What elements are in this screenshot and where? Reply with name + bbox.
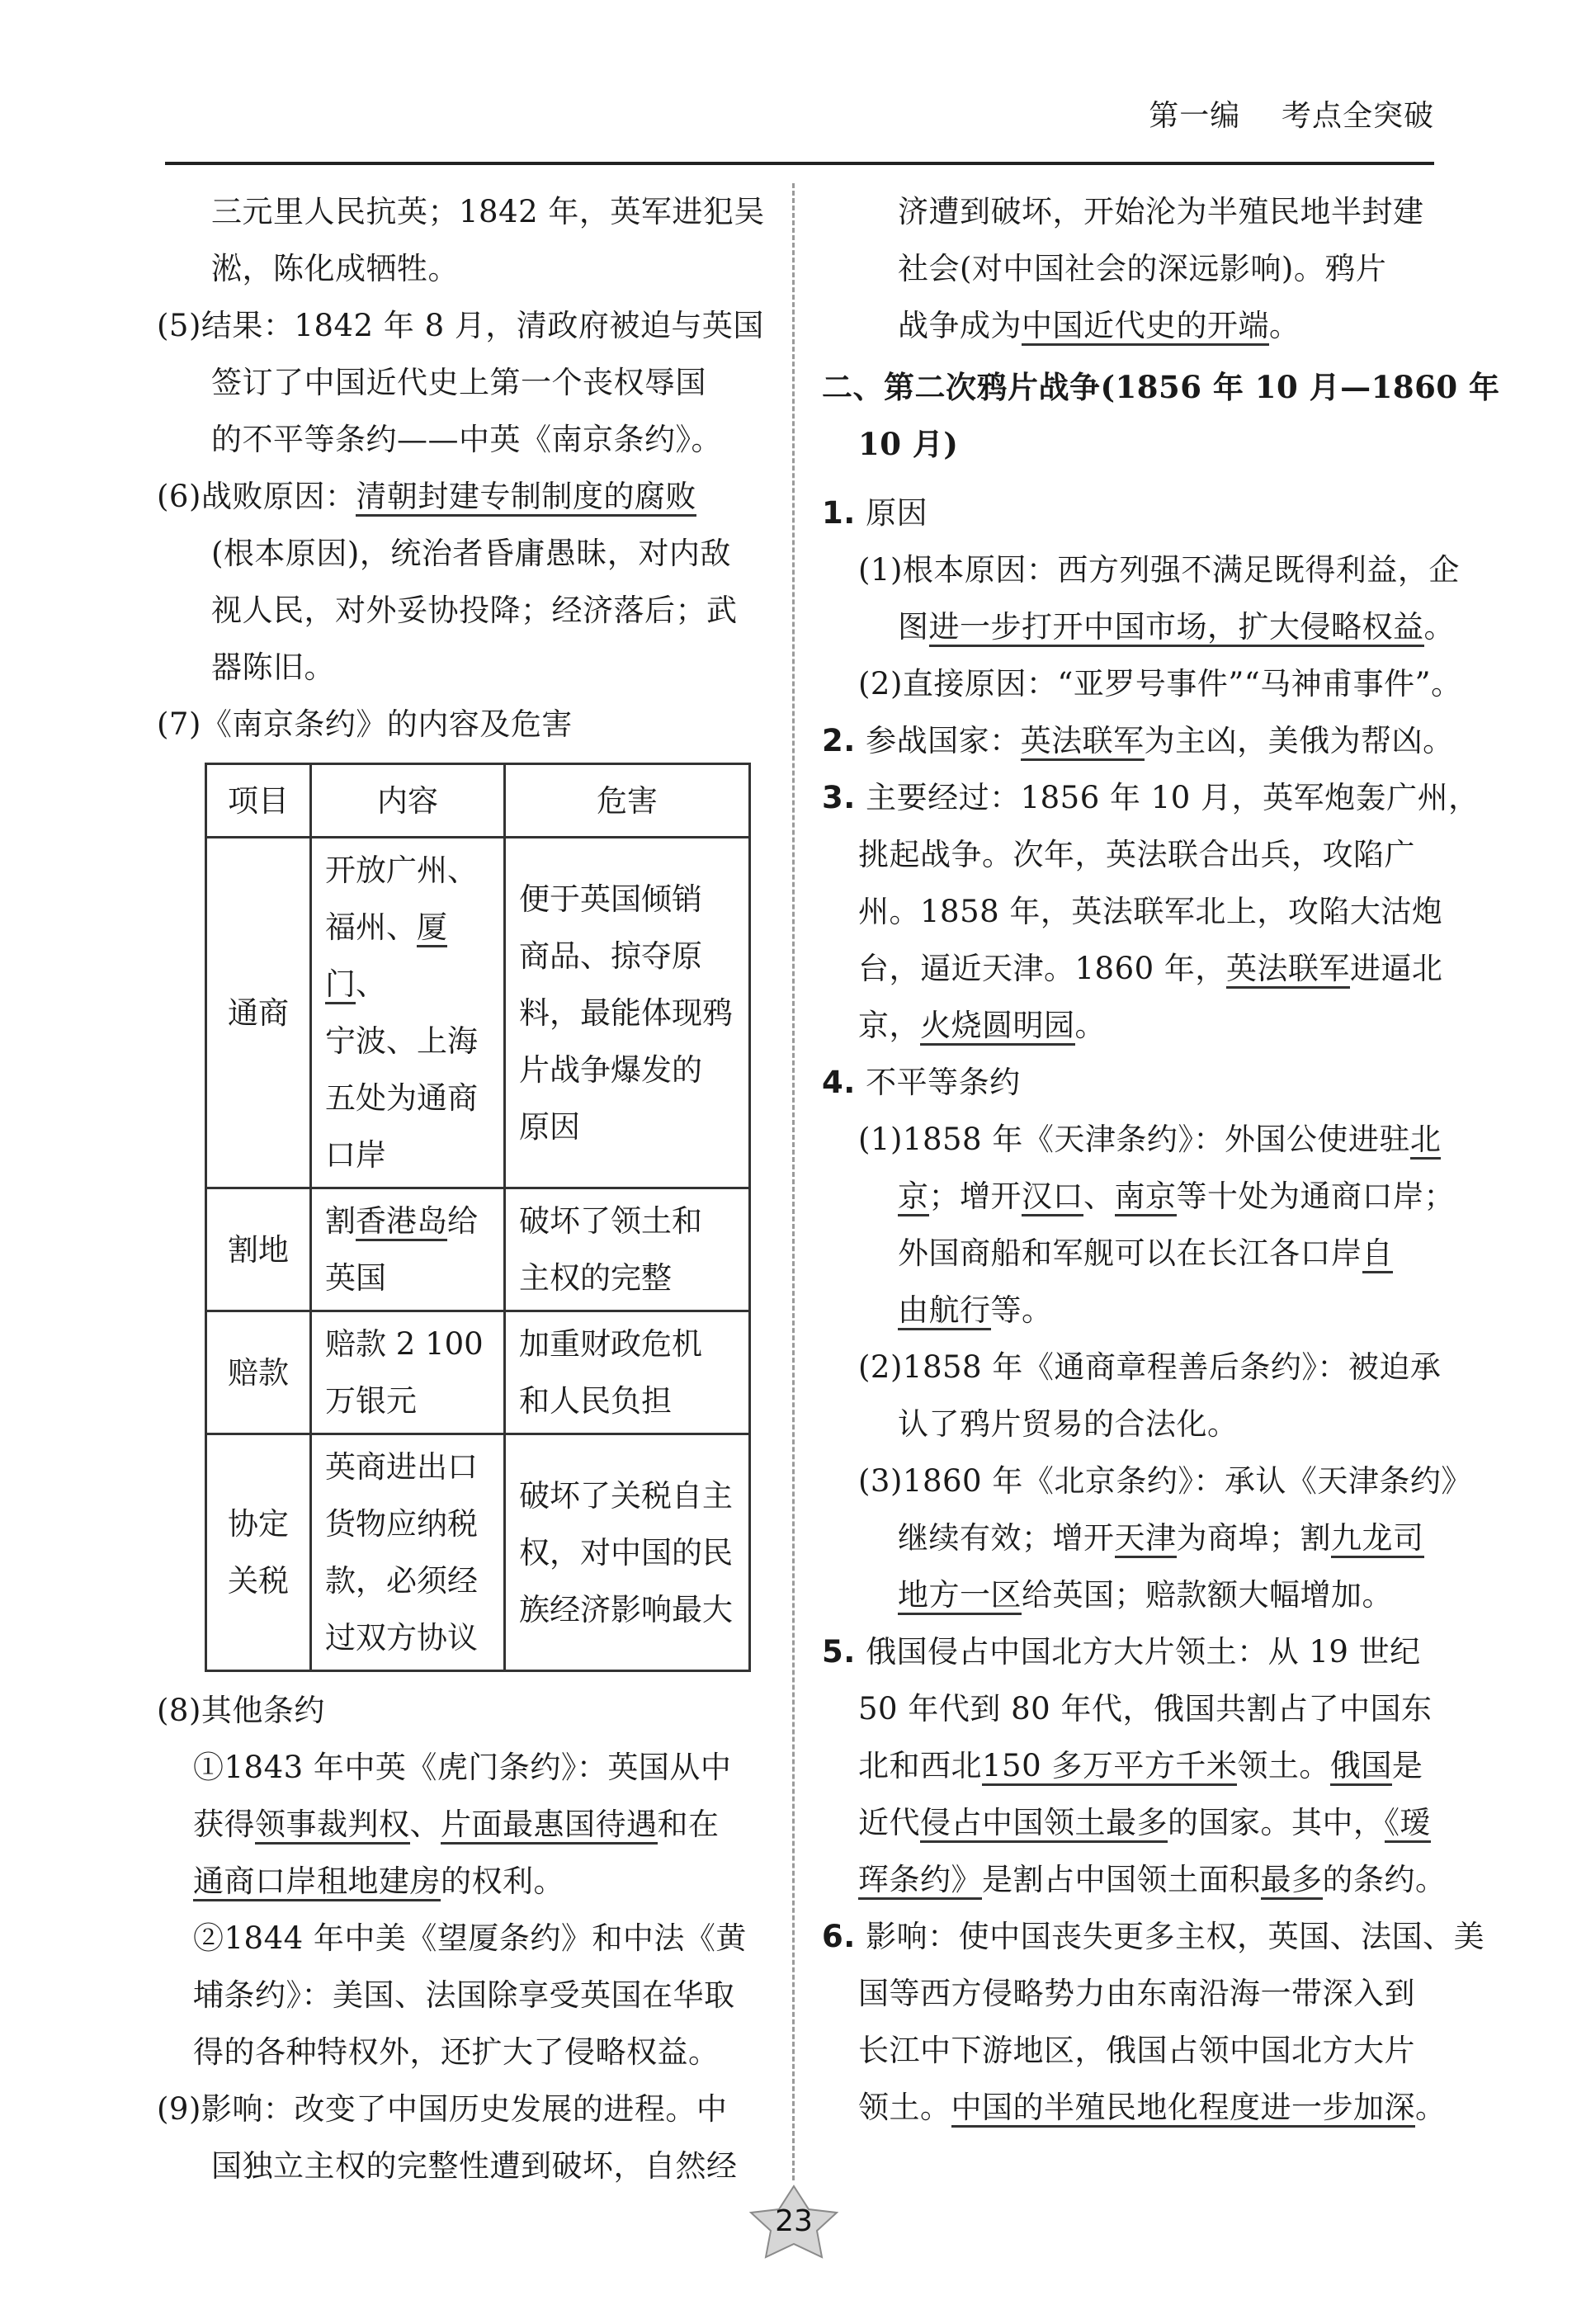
text-line: 视人民，对外妥协投降；经济落后；武 bbox=[211, 593, 738, 628]
text-span: 为主凶，美俄为帮凶。 bbox=[1144, 723, 1454, 758]
key-point: 中国的半殖民地化程度进一步加深 bbox=[951, 2090, 1416, 2128]
point-number: 4. bbox=[822, 1065, 856, 1100]
text-span: 北和西北 bbox=[858, 1748, 982, 1783]
point-number: 3. bbox=[822, 780, 856, 815]
text-line bbox=[822, 1851, 1447, 1908]
item-7: (7)《南京条约》的内容及危害 bbox=[157, 706, 573, 742]
text-line: (1)根本原因：西方列强不满足既得利益，企 bbox=[858, 552, 1460, 588]
table-header: 危害 bbox=[505, 764, 750, 838]
table-cell-item: 通商 bbox=[206, 838, 311, 1188]
text-span: 是割占中国领土面积 bbox=[982, 1862, 1261, 1897]
section-heading-cont: 10 月) bbox=[858, 426, 959, 462]
text-line: 50 年代到 80 年代，俄国共割占了中国东 bbox=[858, 1691, 1433, 1726]
text-line: ②1844 年中美《望厦条约》和中法《黄 bbox=[193, 1920, 747, 1956]
column-divider bbox=[792, 183, 795, 2180]
text-span: ；增开 bbox=[928, 1179, 1022, 1214]
text-line: 长江中下游地区，俄国占领中国北方大片 bbox=[858, 2033, 1415, 2068]
text-line: ①1843 年中英《虎门条约》：英国从中 bbox=[193, 1750, 732, 1785]
table-cell-item: 赔款 bbox=[206, 1311, 311, 1434]
cell-line: 英商进出口 bbox=[325, 1449, 478, 1485]
cell-line bbox=[325, 899, 490, 1013]
text-line: 州。1858 年，英法联军北上，攻陷大沽炮 bbox=[858, 894, 1443, 929]
cell-line: 万银元 bbox=[325, 1383, 417, 1419]
cell-line: 主权的完整 bbox=[519, 1260, 672, 1296]
text-line bbox=[822, 2079, 1447, 2136]
cell-line: 族经济影响最大 bbox=[519, 1591, 733, 1627]
key-point: 南京 bbox=[1115, 1179, 1177, 1216]
key-point: 火烧圆明园 bbox=[920, 1008, 1075, 1046]
key-point: 领事裁判权 bbox=[255, 1807, 410, 1845]
cell-line: 英国 bbox=[325, 1260, 386, 1296]
text-line: (2)直接原因：“亚罗号事件”“马神甫事件”。 bbox=[858, 666, 1462, 701]
text-span: 不平等条约 bbox=[855, 1065, 1021, 1100]
text-span: 的条约。 bbox=[1322, 1862, 1447, 1897]
text-span: 。 bbox=[1415, 2090, 1447, 2125]
text-span: 京， bbox=[858, 1008, 920, 1043]
table-cell-content bbox=[311, 1434, 505, 1671]
text-line: 淞，陈化成牺牲。 bbox=[211, 251, 459, 286]
key-point: 俄国 bbox=[1330, 1748, 1392, 1786]
table-cell-harm bbox=[505, 838, 750, 1188]
text-line: 挑起战争。次年，英法联合出兵，攻陷广 bbox=[858, 837, 1415, 872]
text-span: 给 bbox=[447, 1203, 478, 1239]
header-rule bbox=[165, 162, 1434, 165]
text-line: (2)1858 年《通商章程善后条约》：被迫承 bbox=[858, 1349, 1442, 1385]
text-line bbox=[822, 997, 1433, 1054]
text-span: 原因 bbox=[855, 495, 928, 531]
text-line: 的不平等条约——中英《南京条约》。 bbox=[211, 422, 722, 457]
table-row bbox=[206, 1188, 750, 1311]
key-point: 通商口岸租地建房 bbox=[193, 1863, 441, 1901]
text-span: 。 bbox=[1269, 308, 1300, 343]
key-point: 京 bbox=[898, 1179, 929, 1216]
text-span: 的国家。其中， bbox=[1168, 1805, 1385, 1840]
text-span: 图 bbox=[898, 609, 929, 645]
cell-line: 宁波、上海 bbox=[325, 1023, 478, 1059]
text-line: 社会(对中国社会的深远影响)。鸦片 bbox=[898, 251, 1387, 286]
text-line: 认了鸦片贸易的合法化。 bbox=[898, 1406, 1239, 1442]
text-span: 福州、 bbox=[325, 909, 417, 945]
text-line bbox=[822, 1737, 1433, 1794]
point-number: 5. bbox=[822, 1634, 856, 1670]
cell-line: 破坏了领土和 bbox=[519, 1203, 702, 1239]
text-span: 获得 bbox=[193, 1807, 255, 1842]
cell-line: 料，最能体现鸦 bbox=[519, 994, 733, 1031]
text-span: 外国商船和军舰可以在长江各口岸 bbox=[898, 1235, 1362, 1271]
key-point: 自 bbox=[1362, 1235, 1394, 1273]
text-line: 国独立主权的完整性遭到破坏，自然经 bbox=[211, 2148, 738, 2184]
right-column bbox=[822, 183, 1500, 2136]
cell-line: 和人民负担 bbox=[519, 1383, 672, 1419]
text-span: 。 bbox=[1074, 1008, 1106, 1043]
key-point: 中国近代史的开端 bbox=[1022, 308, 1269, 346]
table-cell-harm bbox=[505, 1188, 750, 1311]
text-span: 是 bbox=[1391, 1748, 1423, 1783]
point-number: 6. bbox=[822, 1919, 856, 1954]
cell-line: 货物应纳税 bbox=[325, 1506, 478, 1542]
cell-line: 协定 bbox=[228, 1506, 289, 1542]
text-span: 、 bbox=[1083, 1179, 1115, 1214]
point-3 bbox=[822, 769, 1480, 826]
cell-line: 过双方协议 bbox=[325, 1620, 478, 1656]
key-point: 英法联军 bbox=[1021, 723, 1145, 761]
key-point: 清朝封建专制制度的腐败 bbox=[356, 479, 696, 517]
cell-line: 商品、掠夺原 bbox=[519, 938, 702, 974]
key-point: 最多 bbox=[1261, 1862, 1323, 1900]
key-point: 侵占中国领土最多 bbox=[920, 1805, 1168, 1843]
item-5: (5)结果：1842 年 8 月，清政府被迫与英国 bbox=[157, 308, 764, 343]
cell-line: 赔款 2 100 bbox=[325, 1326, 484, 1362]
text-span: 进逼北 bbox=[1349, 951, 1443, 986]
text-line bbox=[157, 1796, 751, 1853]
text-span: 继续有效；增开 bbox=[898, 1520, 1115, 1556]
page-number: 23 bbox=[775, 2204, 813, 2238]
table-cell-content bbox=[311, 1311, 505, 1434]
text-span: 影响：使中国丧失更多主权，英国、法国、美 bbox=[855, 1919, 1485, 1954]
text-line bbox=[822, 598, 1455, 655]
key-point: 进一步打开中国市场，扩大侵略权益 bbox=[929, 609, 1424, 647]
point-1 bbox=[822, 484, 1433, 541]
point-number: 2. bbox=[822, 723, 856, 758]
text-span: 领土。 bbox=[858, 2090, 951, 2125]
cell-line: 破坏了关税自主 bbox=[519, 1477, 733, 1514]
page-number-badge bbox=[728, 2183, 860, 2262]
text-span: 的权利。 bbox=[441, 1863, 564, 1899]
point-2 bbox=[822, 712, 1454, 769]
text-span: 战争成为 bbox=[898, 308, 1022, 343]
table-header: 项目 bbox=[206, 764, 311, 838]
text-span: 俄国侵占中国北方大片领土：从 19 世纪 bbox=[855, 1634, 1421, 1670]
text-line: 得的各种特权外，还扩大了侵略权益。 bbox=[193, 2034, 720, 2070]
key-point: 片面最惠国待遇 bbox=[441, 1807, 658, 1845]
text-span: 主要经过：1856 年 10 月，英军炮轰广州， bbox=[855, 780, 1480, 815]
key-point: 地方一区 bbox=[898, 1577, 1022, 1615]
table-cell-item bbox=[206, 1434, 311, 1671]
text-span: (6)战败原因： bbox=[157, 479, 356, 514]
text-line bbox=[822, 1168, 1455, 1225]
text-span: 领土。 bbox=[1237, 1748, 1330, 1783]
table-cell-content bbox=[311, 838, 505, 1188]
key-point: 北 bbox=[1410, 1122, 1442, 1160]
text-line: 器陈旧。 bbox=[211, 649, 335, 685]
text-line bbox=[822, 1225, 1433, 1282]
cell-line: 五处为通商 bbox=[325, 1080, 478, 1116]
text-span: 割 bbox=[325, 1203, 356, 1239]
text-line: 签订了中国近代史上第一个丧权辱国 bbox=[211, 365, 706, 400]
table-cell-content bbox=[311, 1188, 505, 1311]
point-number: 1. bbox=[822, 495, 856, 531]
text-span: 。 bbox=[1423, 609, 1455, 645]
text-line bbox=[822, 297, 1433, 354]
table-cell-harm bbox=[505, 1434, 750, 1671]
cell-line: 便于英国倾销 bbox=[519, 881, 702, 917]
table-header: 内容 bbox=[311, 764, 505, 838]
text-span: 等十处为通商口岸； bbox=[1176, 1179, 1455, 1214]
point-4 bbox=[822, 1054, 1433, 1111]
nanjing-treaty-table bbox=[205, 763, 751, 1672]
text-span: 、 bbox=[356, 966, 386, 1002]
left-column bbox=[157, 183, 765, 2194]
text-line: 济遭到破坏，开始沦为半殖民地半封建 bbox=[898, 194, 1424, 229]
cell-line: 权，对中国的民 bbox=[519, 1534, 733, 1571]
key-point: 《瑷 bbox=[1385, 1805, 1432, 1843]
text-line bbox=[822, 1111, 1442, 1168]
text-span: 、 bbox=[409, 1807, 441, 1842]
text-line: (根本原因)，统治者昏庸愚昧，对内敌 bbox=[211, 536, 731, 571]
text-line bbox=[822, 1509, 1433, 1566]
item-8: (8)其他条约 bbox=[157, 1693, 325, 1728]
text-line: 国等西方侵略势力由东南沿海一带深入到 bbox=[858, 1976, 1415, 2011]
text-line bbox=[822, 1794, 1433, 1851]
table-row bbox=[206, 1311, 750, 1434]
item-6 bbox=[157, 468, 751, 525]
table-cell-harm bbox=[505, 1311, 750, 1434]
text-line bbox=[822, 1282, 1433, 1339]
table-cell-item: 割地 bbox=[206, 1188, 311, 1311]
section-heading: 二、第二次鸦片战争(1856 年 10 月—1860 年 bbox=[822, 369, 1500, 405]
text-line: (3)1860 年《北京条约》：承认《天津条约》 bbox=[858, 1463, 1472, 1499]
cell-line: 款，必须经 bbox=[325, 1563, 478, 1599]
text-span: 等。 bbox=[990, 1292, 1053, 1328]
text-span: 台，逼近天津。1860 年， bbox=[858, 951, 1226, 986]
key-point: 厦门 bbox=[325, 909, 447, 1004]
table-row bbox=[206, 1434, 750, 1671]
table-row bbox=[206, 838, 750, 1188]
cell-line: 关税 bbox=[228, 1563, 289, 1599]
key-point: 香港岛 bbox=[356, 1203, 447, 1241]
text-line bbox=[822, 940, 1443, 997]
text-span: 给英国；赔款额大幅增加。 bbox=[1022, 1577, 1393, 1613]
cell-line bbox=[325, 1193, 490, 1249]
item-9: (9)影响：改变了中国历史发展的进程。中 bbox=[157, 2091, 728, 2127]
text-line: 三元里人民抗英；1842 年，英军进犯吴 bbox=[211, 194, 765, 229]
text-line: 埔条约》：美国、法国除享受英国在华取 bbox=[193, 1977, 735, 2013]
cell-line: 原因 bbox=[519, 1108, 580, 1145]
running-header: 第一编 考点全突破 bbox=[1149, 99, 1434, 133]
cell-line: 开放广州、 bbox=[325, 853, 478, 888]
text-line bbox=[157, 1853, 751, 1910]
key-point: 九龙司 bbox=[1331, 1520, 1424, 1558]
text-line bbox=[822, 1566, 1433, 1623]
text-span: 为商埠；割 bbox=[1176, 1520, 1331, 1556]
cell-line: 口岸 bbox=[325, 1137, 386, 1173]
cell-line: 片战争爆发的 bbox=[519, 1051, 702, 1088]
text-span: 和在 bbox=[657, 1807, 720, 1842]
key-point: 由航行 bbox=[898, 1292, 991, 1330]
point-5 bbox=[822, 1623, 1433, 1680]
text-span: 近代 bbox=[858, 1805, 920, 1840]
key-point: 英法联军 bbox=[1226, 951, 1350, 989]
text-span: 参战国家： bbox=[855, 723, 1021, 758]
key-point: 汉口 bbox=[1022, 1179, 1083, 1216]
text-span: (1)1858 年《天津条约》：外国公使进驻 bbox=[858, 1122, 1410, 1157]
key-point: 天津 bbox=[1115, 1520, 1177, 1558]
key-point: 珲条约》 bbox=[858, 1862, 982, 1900]
table-header-row bbox=[206, 764, 750, 838]
point-6 bbox=[822, 1908, 1485, 1965]
key-point: 150 多万平方千米 bbox=[982, 1748, 1237, 1786]
cell-line: 加重财政危机 bbox=[519, 1326, 702, 1362]
